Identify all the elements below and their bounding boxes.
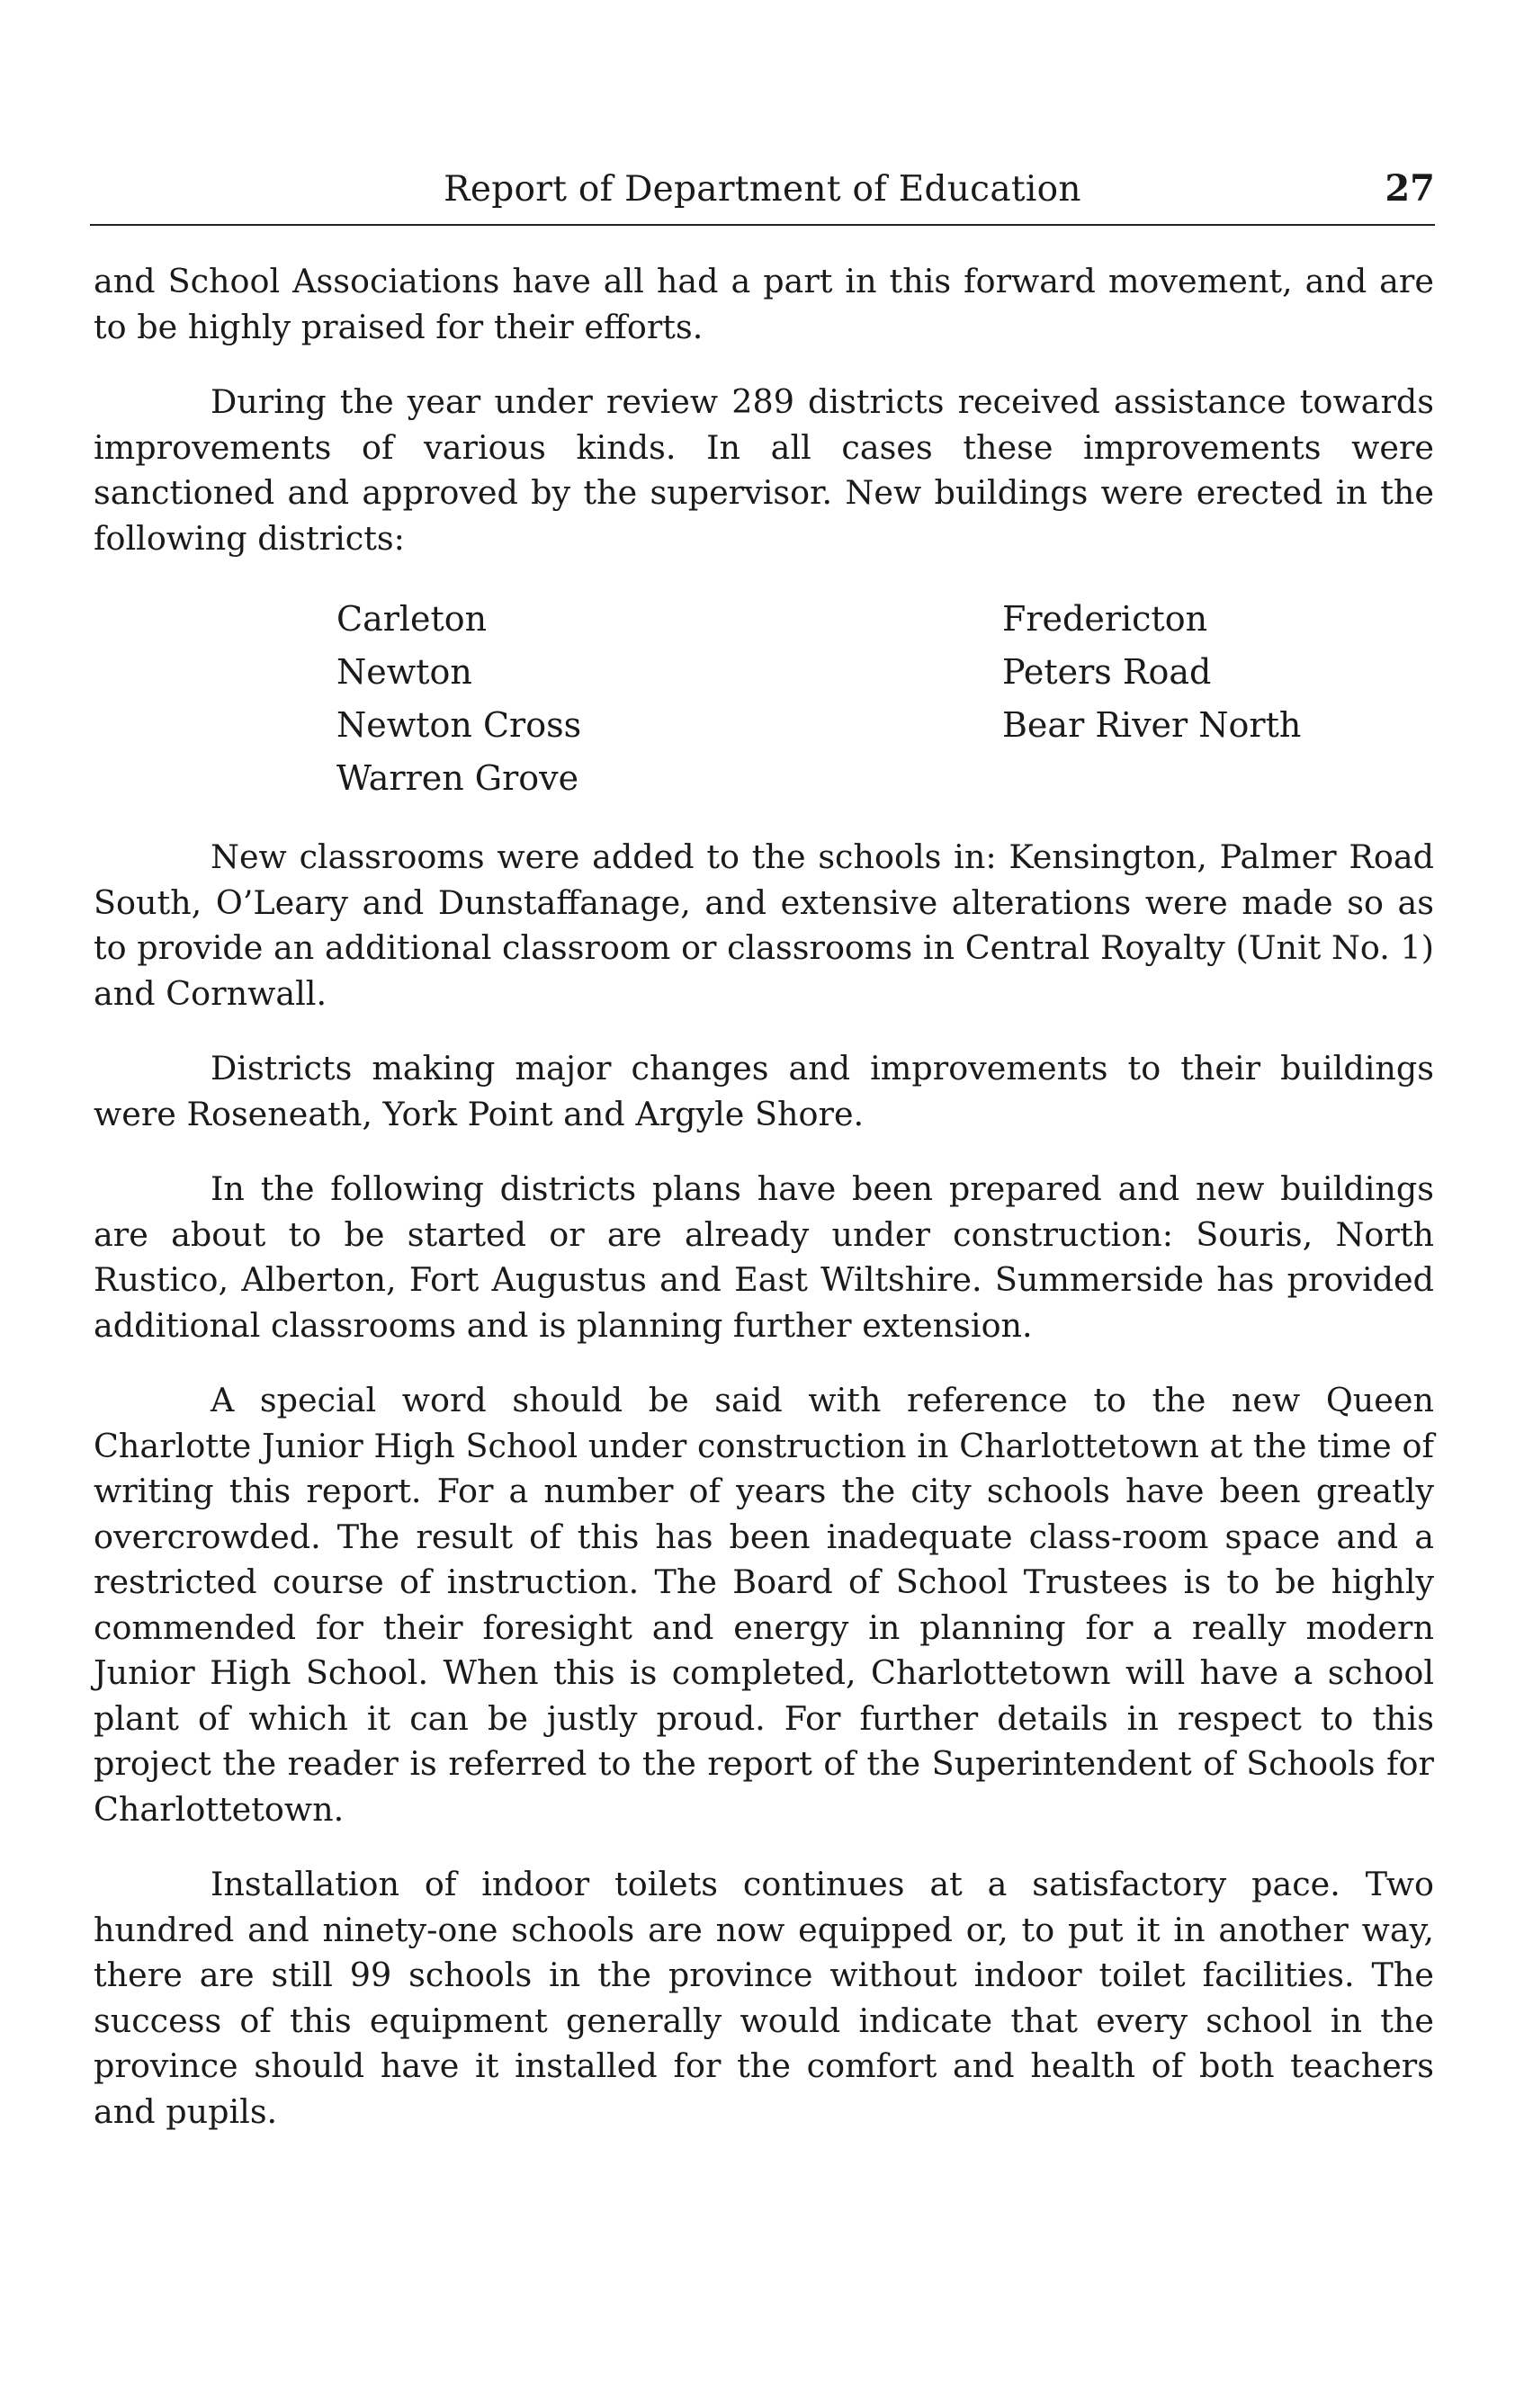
district-item: Carleton [336, 599, 488, 639]
paragraph-junior-high: A special word should be said with reference to the new Queen Charlotte Junior High School under construction in Charlottetown at the time of writing this report. For a number of years the city schools have been greatly overcrowded. The result of this has been inadequate class-room space and a restricted course of instruction. The Board of School Trustees is to be highly commended for their foresight and energy in planning for a really modern Junior High School. When this is completed, Charlottetown will have a school plant of which it can be justly proud. For further details in respect to this project the reader is referred to the report of the Superintendent of Schools for Charlottetown. [94, 1381, 1434, 1829]
paragraph-major-changes: Districts making major changes and improvements to their buildings were Roseneath, York Point and Argyle Shore. [94, 1049, 1434, 1133]
running-header [90, 162, 1435, 225]
running-title: Report of Department of Education [444, 169, 1081, 210]
district-item: Bear River North [1002, 705, 1302, 745]
district-item: Peters Road [1002, 652, 1212, 692]
body-text [94, 259, 1434, 2135]
paragraph-new-classrooms: New classrooms were added to the schools in: Kensington, Palmer Road South, O’Leary and Dunstaffanage, and extensive alterations were made so as to provide an additional classroom or classrooms in Central Royalty (Unit No. 1) and Cornwall. [94, 837, 1434, 1013]
paragraph-continued: and School Associations have all had a part in this forward movement, and are to be highly praised for their efforts. [94, 262, 1434, 346]
paragraph-indoor-toilets: Installation of indoor toilets continues at a satisfactory pace. Two hundred and ninety-one schools are now equipped or, to put it in another way, there are still 99 schools in the province without indoor toilet facilities. The success of this equipment generally would indicate that every school in the province should have it installed for the comfort and health of both teachers and pupils. [94, 1865, 1434, 2131]
district-list [336, 593, 1434, 805]
district-column-right [1002, 593, 1301, 805]
district-column-left [336, 593, 1002, 805]
page-number: 27 [1385, 167, 1435, 210]
district-item: Fredericton [1002, 599, 1208, 639]
paragraph-plans: In the following districts plans have been prepared and new buildings are about to be started or are already under construction: Souris, North Rustico, Alberton, Fort Augustus and East Wiltshire. Summerside has provided additional classrooms and is planning further extension. [94, 1169, 1434, 1345]
district-item: Newton Cross [336, 705, 582, 745]
header-rule [90, 224, 1435, 226]
district-item: Warren Grove [336, 758, 579, 798]
paragraph-improvements: During the year under review 289 districts received assistance towards improvements of various kinds. In all cases these improvements were sanctioned and approved by the supervisor. New buildings were erected in the following districts: [94, 382, 1434, 558]
district-item: Newton [336, 652, 472, 692]
